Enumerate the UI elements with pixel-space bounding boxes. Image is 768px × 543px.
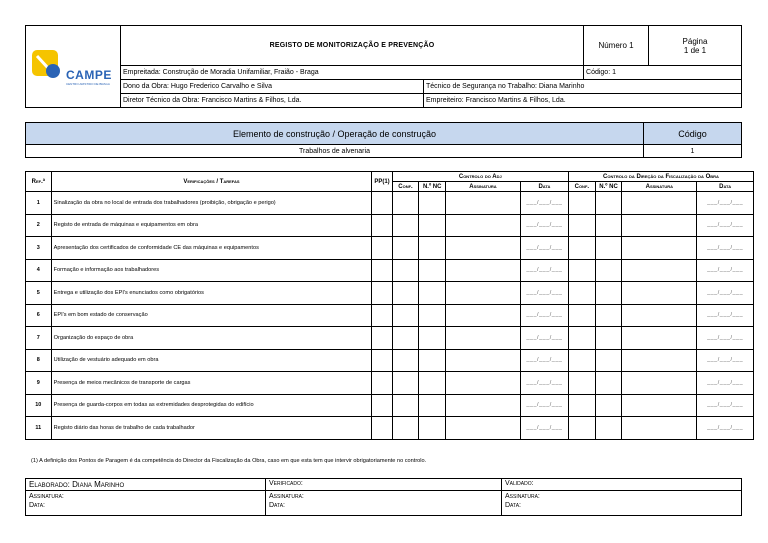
empreiteiro: Empreiteiro: Francisco Martins & Filhos, Lda. [424,94,742,108]
row-task: Formação e informação aos trabalhadores [51,259,372,282]
row-ref: 9 [26,372,52,395]
row-task: EPI's em bom estado de conservação [51,304,372,327]
row-adj-signature[interactable] [446,282,521,305]
row-dfo-signature[interactable] [622,372,697,395]
row-adj-date[interactable]: ___/___/___ [520,282,568,305]
validado: Validado: [502,479,742,491]
footnote: (1) A definição dos Pontos de Paragem é da competência do Director da Fiscalização da Obra, caso em que esta tem que intervir obrigatoriamente no controlo. [31,458,427,464]
element-code: 1 [644,145,742,158]
row-dfo-conf[interactable] [568,417,595,440]
row-adj-conf[interactable] [392,417,419,440]
row-dfo-conf[interactable] [568,304,595,327]
row-adj-nc[interactable] [419,214,446,237]
table-row [26,282,754,305]
row-dfo-conf[interactable] [568,259,595,282]
row-task: Registo de entrada de máquinas e equipamentos em obra [51,214,372,237]
elaborado-fields [26,491,266,516]
row-dfo-nc[interactable] [595,282,622,305]
row-adj-nc[interactable] [419,394,446,417]
elaborado-date: Data: [29,502,45,509]
row-dfo-date[interactable]: ___/___/___ [697,214,754,237]
row-adj-conf[interactable] [392,394,419,417]
table-row [26,304,754,327]
row-dfo-nc[interactable] [595,394,622,417]
row-adj-date[interactable]: ___/___/___ [520,304,568,327]
table-row [26,417,754,440]
adj-date-header: Data [520,182,568,192]
logo-subtitle: CENTRO ARISTIDO DE BRAGA [66,82,110,86]
element-table [25,122,742,158]
row-ref: 5 [26,282,52,305]
checklist-table [25,171,754,440]
row-adj-signature[interactable] [446,417,521,440]
row-dfo-signature[interactable] [622,259,697,282]
row-dfo-nc[interactable] [595,237,622,260]
verificado-fields [266,491,502,516]
checklist-rows [26,192,754,440]
row-dfo-date[interactable]: ___/___/___ [697,327,754,350]
signature-footer [25,478,742,516]
row-dfo-nc[interactable] [595,259,622,282]
row-dfo-date[interactable]: ___/___/___ [697,192,754,215]
row-adj-nc[interactable] [419,349,446,372]
row-dfo-signature[interactable] [622,282,697,305]
adj-signature-header: Assinatura [446,182,521,192]
header-table [25,25,742,108]
row-task: Presença de guarda-corpos em todas as extremidades desprotegidas do edifício [51,394,372,417]
row-dfo-signature[interactable] [622,394,697,417]
dono-obra: Dono da Obra: Hugo Frederico Carvalho e Silva [121,80,424,94]
row-task: Registo diário das horas de trabalho de cada trabalhador [51,417,372,440]
row-pp[interactable] [372,394,392,417]
row-dfo-signature[interactable] [622,214,697,237]
row-adj-nc[interactable] [419,327,446,350]
row-pp[interactable] [372,304,392,327]
adj-conf-header: Conf. [392,182,419,192]
row-adj-nc[interactable] [419,282,446,305]
tecnico-seguranca: Técnico de Segurança no Trabalho: Diana Marinho [424,80,742,94]
tasks-header: Verificações / Tarefas [51,172,372,192]
row-dfo-nc[interactable] [595,304,622,327]
row-adj-nc[interactable] [419,259,446,282]
logo-cell [26,26,121,108]
dfo-conf-header: Conf. [568,182,595,192]
row-dfo-nc[interactable] [595,417,622,440]
dfo-date-header: Data [697,182,754,192]
row-ref: 11 [26,417,52,440]
row-pp[interactable] [372,237,392,260]
row-task: Utilização de vestuário adequado em obra [51,349,372,372]
element-value: Trabalhos de alvenaria [26,145,644,158]
row-adj-signature[interactable] [446,259,521,282]
adj-nc-header: N.º NC [419,182,446,192]
codigo: Código: 1 [584,66,742,80]
row-ref: 3 [26,237,52,260]
row-adj-date[interactable]: ___/___/___ [520,237,568,260]
row-dfo-nc[interactable] [595,349,622,372]
row-adj-date[interactable]: ___/___/___ [520,372,568,395]
row-adj-conf[interactable] [392,282,419,305]
adj-header: Controlo do Adj [392,172,568,182]
dfo-nc-header: N.º NC [595,182,622,192]
row-adj-date[interactable]: ___/___/___ [520,417,568,440]
table-row [26,237,754,260]
empreitada: Empreitada: Construção de Moradia Unifamiliar, Fraião - Braga [121,66,584,80]
row-adj-nc[interactable] [419,192,446,215]
row-pp[interactable] [372,327,392,350]
element-code-header: Código [644,123,742,145]
row-dfo-date[interactable]: ___/___/___ [697,417,754,440]
row-adj-date[interactable]: ___/___/___ [520,259,568,282]
ref-header: Ref.ª [26,172,52,192]
row-adj-signature[interactable] [446,372,521,395]
row-dfo-signature[interactable] [622,304,697,327]
row-dfo-nc[interactable] [595,327,622,350]
row-adj-signature[interactable] [446,394,521,417]
verificado: Verificado: [266,479,502,491]
row-dfo-nc[interactable] [595,214,622,237]
row-adj-signature[interactable] [446,214,521,237]
row-adj-date[interactable]: ___/___/___ [520,192,568,215]
diretor-tecnico: Diretor Técnico da Obra: Francisco Martins & Filhos, Lda. [121,94,424,108]
row-dfo-conf[interactable] [568,349,595,372]
row-adj-conf[interactable] [392,192,419,215]
logo-text: CAMPE [66,68,112,82]
row-ref: 4 [26,259,52,282]
element-header: Elemento de construção / Operação de construção [26,123,644,145]
row-dfo-date[interactable]: ___/___/___ [697,259,754,282]
row-task: Organização do espaço de obra [51,327,372,350]
validado-date: Data: [505,502,521,509]
table-row [26,349,754,372]
row-pp[interactable] [372,282,392,305]
row-pp[interactable] [372,349,392,372]
row-dfo-signature[interactable] [622,192,697,215]
row-pp[interactable] [372,192,392,215]
row-task: Entrega e utilização dos EPI's enunciados como obrigatórios [51,282,372,305]
row-adj-signature[interactable] [446,327,521,350]
table-row [26,327,754,350]
elaborado: Elaborado: Diana Marinho [26,479,266,491]
validado-signature: Assinatura: [505,493,540,500]
row-dfo-conf[interactable] [568,237,595,260]
pp-header: PP(1) [372,172,392,192]
row-adj-conf[interactable] [392,304,419,327]
row-dfo-conf[interactable] [568,372,595,395]
row-dfo-date[interactable]: ___/___/___ [697,394,754,417]
row-adj-conf[interactable] [392,327,419,350]
row-dfo-date[interactable]: ___/___/___ [697,237,754,260]
row-ref: 10 [26,394,52,417]
row-dfo-nc[interactable] [595,372,622,395]
row-dfo-date[interactable]: ___/___/___ [697,372,754,395]
row-dfo-conf[interactable] [568,327,595,350]
row-adj-date[interactable]: ___/___/___ [520,327,568,350]
row-task: Sinalização da obra no local de entrada dos trabalhadores (proibição, obrigação e perigo) [51,192,372,215]
row-ref: 1 [26,192,52,215]
row-adj-conf[interactable] [392,259,419,282]
row-dfo-nc[interactable] [595,192,622,215]
row-adj-conf[interactable] [392,372,419,395]
row-adj-signature[interactable] [446,304,521,327]
row-ref: 6 [26,304,52,327]
row-dfo-signature[interactable] [622,349,697,372]
verificado-signature: Assinatura: [269,493,304,500]
row-adj-date[interactable]: ___/___/___ [520,349,568,372]
row-adj-conf[interactable] [392,237,419,260]
row-adj-signature[interactable] [446,237,521,260]
row-ref: 2 [26,214,52,237]
row-adj-signature[interactable] [446,192,521,215]
row-dfo-date[interactable]: ___/___/___ [697,304,754,327]
row-pp[interactable] [372,214,392,237]
table-row [26,372,754,395]
validado-fields [502,491,742,516]
row-dfo-conf[interactable] [568,214,595,237]
dfo-header: Controlo da Direção da Fiscalização da Obra [568,172,753,182]
row-adj-signature[interactable] [446,349,521,372]
row-dfo-date[interactable]: ___/___/___ [697,282,754,305]
table-row [26,214,754,237]
row-adj-nc[interactable] [419,372,446,395]
row-dfo-conf[interactable] [568,394,595,417]
row-adj-nc[interactable] [419,237,446,260]
table-row [26,192,754,215]
elaborado-signature: Assinatura: [29,493,64,500]
row-dfo-conf[interactable] [568,192,595,215]
row-adj-date[interactable]: ___/___/___ [520,214,568,237]
row-adj-conf[interactable] [392,214,419,237]
row-task: Presença de meios mecânicos de transporte de cargas [51,372,372,395]
row-adj-nc[interactable] [419,304,446,327]
row-dfo-conf[interactable] [568,282,595,305]
document-title: REGISTO DE MONITORIZAÇÃO E PREVENÇÃO [121,26,584,66]
page-counter [649,26,742,66]
row-adj-date[interactable]: ___/___/___ [520,394,568,417]
row-pp[interactable] [372,417,392,440]
row-pp[interactable] [372,259,392,282]
document-number: Número 1 [584,26,649,66]
row-dfo-signature[interactable] [622,237,697,260]
row-dfo-date[interactable]: ___/___/___ [697,349,754,372]
page-count: 1 de 1 [683,45,707,55]
row-task: Apresentação dos certificados de conformidade CE das máquinas e equipamentos [51,237,372,260]
row-adj-nc[interactable] [419,417,446,440]
row-ref: 7 [26,327,52,350]
table-row [26,394,754,417]
row-dfo-signature[interactable] [622,417,697,440]
dfo-signature-header: Assinatura [622,182,697,192]
row-ref: 8 [26,349,52,372]
row-pp[interactable] [372,372,392,395]
row-adj-conf[interactable] [392,349,419,372]
row-dfo-signature[interactable] [622,327,697,350]
table-row [26,259,754,282]
verificado-date: Data: [269,502,285,509]
page-label: Página [682,36,708,46]
